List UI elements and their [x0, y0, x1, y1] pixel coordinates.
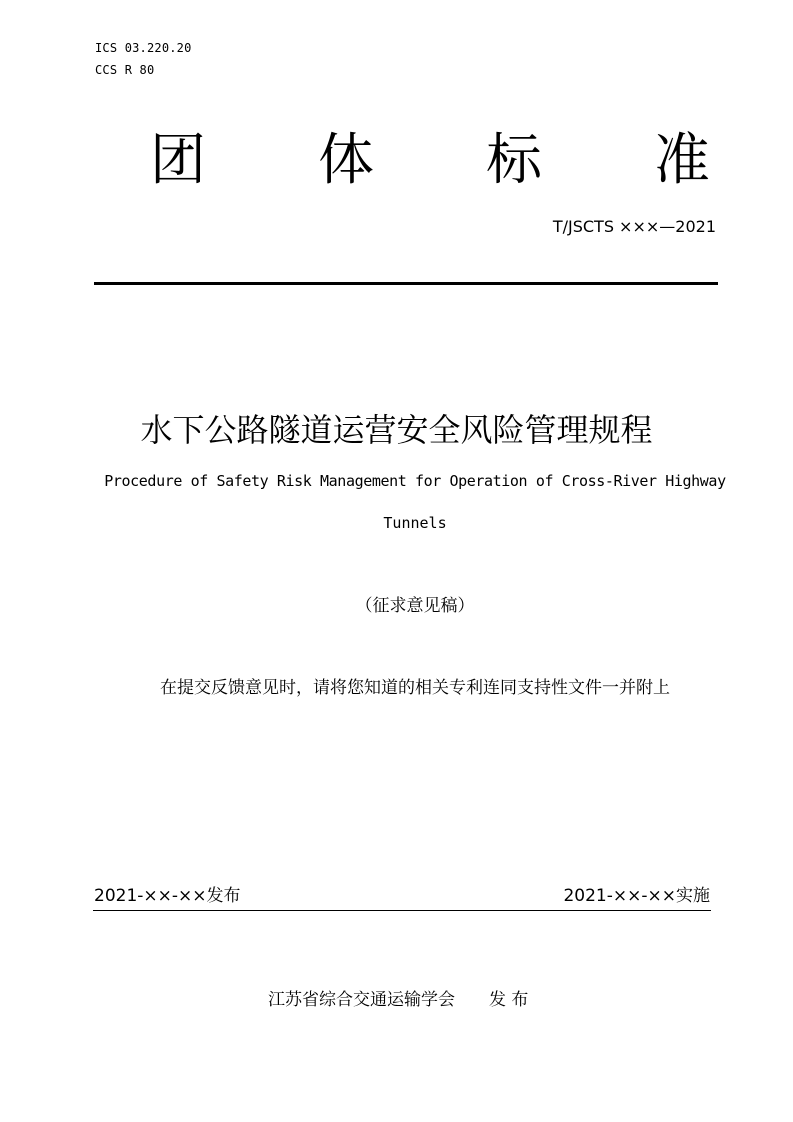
standard-type-char: 体 [318, 128, 374, 193]
document-title-en-line1: Procedure of Safety Risk Management for Operation of Cross-River Highway [104, 472, 726, 490]
implement-date: 2021-××-××实施 [563, 886, 710, 906]
issuer: 江苏省综合交通运输学会 发 布 [268, 990, 529, 1010]
ccs-code: CCS R 80 [95, 63, 155, 77]
document-title-cn: 水下公路隧道运营安全风险管理规程 [140, 411, 653, 449]
standard-type-char: 团 [150, 128, 206, 193]
document-title-en-line2: Tunnels [383, 514, 447, 532]
standard-type-char: 准 [654, 128, 710, 193]
standard-code: T/JSCTS ×××—2021 [552, 217, 716, 236]
footer-divider [93, 910, 711, 911]
draft-label: （征求意见稿） [355, 596, 475, 616]
ics-code: ICS 03.220.20 [95, 41, 192, 55]
standard-type-heading [150, 128, 710, 194]
header-divider [94, 282, 718, 285]
publish-date: 2021-××-××发布 [94, 886, 241, 906]
patent-notice: 在提交反馈意见时，请将您知道的相关专利连同支持性文件一并附上 [160, 678, 670, 698]
standard-type-char: 标 [486, 128, 542, 193]
